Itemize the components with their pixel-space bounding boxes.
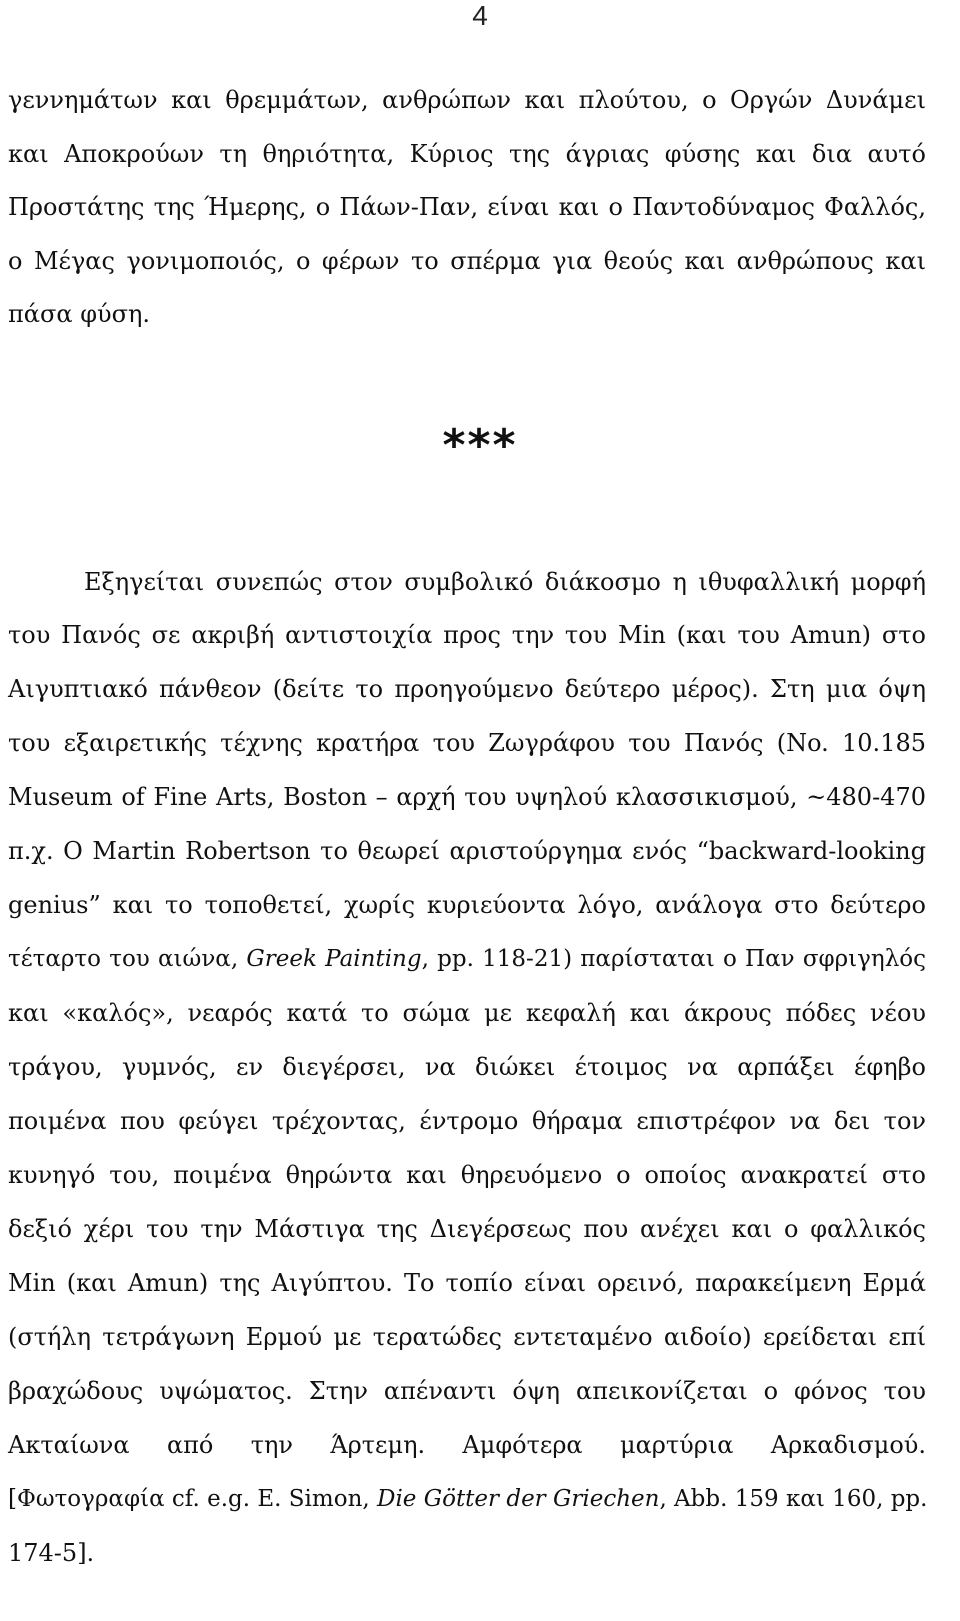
text-line: βραχώδους υψώματος. Στην απέναντι όψη απεικονίζεται ο φόνος του bbox=[8, 1377, 926, 1405]
text-line: δεξιό χέρι του την Μάστιγα της Διεγέρσεως που ανέχει και ο φαλλικός bbox=[8, 1215, 926, 1243]
text-line: του εξαιρετικής τέχνης κρατήρα του Ζωγράφου του Πανός (No. 10.185 bbox=[8, 729, 926, 757]
book-title: Die Götter der Griechen bbox=[377, 1486, 660, 1512]
text-run: , pp. 118-21) παρίσταται ο Παν σφριγηλός bbox=[421, 946, 927, 972]
text-line: ποιμένα που φεύγει τρέχοντας, έντρομο θήραμα επιστρέφον να δει τον bbox=[8, 1107, 926, 1135]
text-line: Προστάτης της Ήμερης, ο Πάων-Παν, είναι και ο Παντοδύναμος Φαλλός, bbox=[8, 193, 926, 221]
text-run: [Φωτογραφία cf. e.g. E. Simon, bbox=[8, 1486, 377, 1512]
text-line: Εξηγείται συνεπώς στον συμβολικό διάκοσμο η ιθυφαλλική μορφή bbox=[84, 568, 926, 596]
text-line: 174-5]. bbox=[8, 1539, 95, 1567]
text-line: Ακταίωνα από την Άρτεμη. Αμφότερα μαρτύρια Αρκαδισμού. bbox=[8, 1431, 926, 1459]
text-line: γεννημάτων και θρεμμάτων, ανθρώπων και πλούτου, ο Οργών Δυνάμει bbox=[8, 86, 926, 114]
text-line: Min (και Amun) της Αιγύπτου. Το τοπίο είναι ορεινό, παρακείμενη Ερμά bbox=[8, 1269, 926, 1297]
text-line: τράγου, γυμνός, εν διεγέρσει, να διώκει έτοιμος να αρπάξει έφηβο bbox=[8, 1053, 926, 1081]
text-line: (στήλη τετράγωνη Ερμού με τερατώδες εντεταμένο αιδοίο) ερείδεται επί bbox=[8, 1323, 926, 1351]
text-run: , Abb. 159 και 160, pp. bbox=[659, 1486, 928, 1512]
text-line: κυνηγό του, ποιμένα θηρώντα και θηρευόμενο ο οποίος ανακρατεί στο bbox=[8, 1161, 926, 1189]
text-line bbox=[8, 1484, 926, 1514]
text-line: π.χ. Ο Martin Robertson το θεωρεί αριστούργημα ενός “backward-looking bbox=[8, 837, 926, 865]
text-line: genius” και το τοποθετεί, χωρίς κυριεύοντα λόγο, ανάλογα στο δεύτερο bbox=[8, 891, 926, 919]
text-line: ο Μέγας γονιμοποιός, ο φέρων το σπέρμα για θεούς και ανθρώπους και bbox=[8, 247, 926, 275]
page-number: 4 bbox=[472, 0, 488, 31]
section-separator: *** bbox=[442, 420, 518, 471]
text-line: και «καλός», νεαρός κατά το σώμα με κεφαλή και άκρους πόδες νέου bbox=[8, 999, 926, 1027]
text-run: τέταρτο του αιώνα, bbox=[8, 946, 247, 972]
text-line: Museum of Fine Arts, Boston – αρχή του υψηλού κλασσικισμού, ~480-470 bbox=[8, 783, 926, 811]
book-title: Greek Painting bbox=[246, 946, 422, 972]
text-line: του Πανός σε ακριβή αντιστοιχία προς την του Min (και του Amun) στο bbox=[8, 621, 926, 649]
text-line: και Αποκρούων τη θηριότητα, Κύριος της άγριας φύσης και δια αυτό bbox=[8, 140, 926, 168]
text-line: πάσα φύση. bbox=[8, 300, 150, 328]
text-line: Αιγυπτιακό πάνθεον (δείτε το προηγούμενο δεύτερο μέρος). Στη μια όψη bbox=[8, 675, 926, 703]
text-line bbox=[8, 944, 926, 974]
